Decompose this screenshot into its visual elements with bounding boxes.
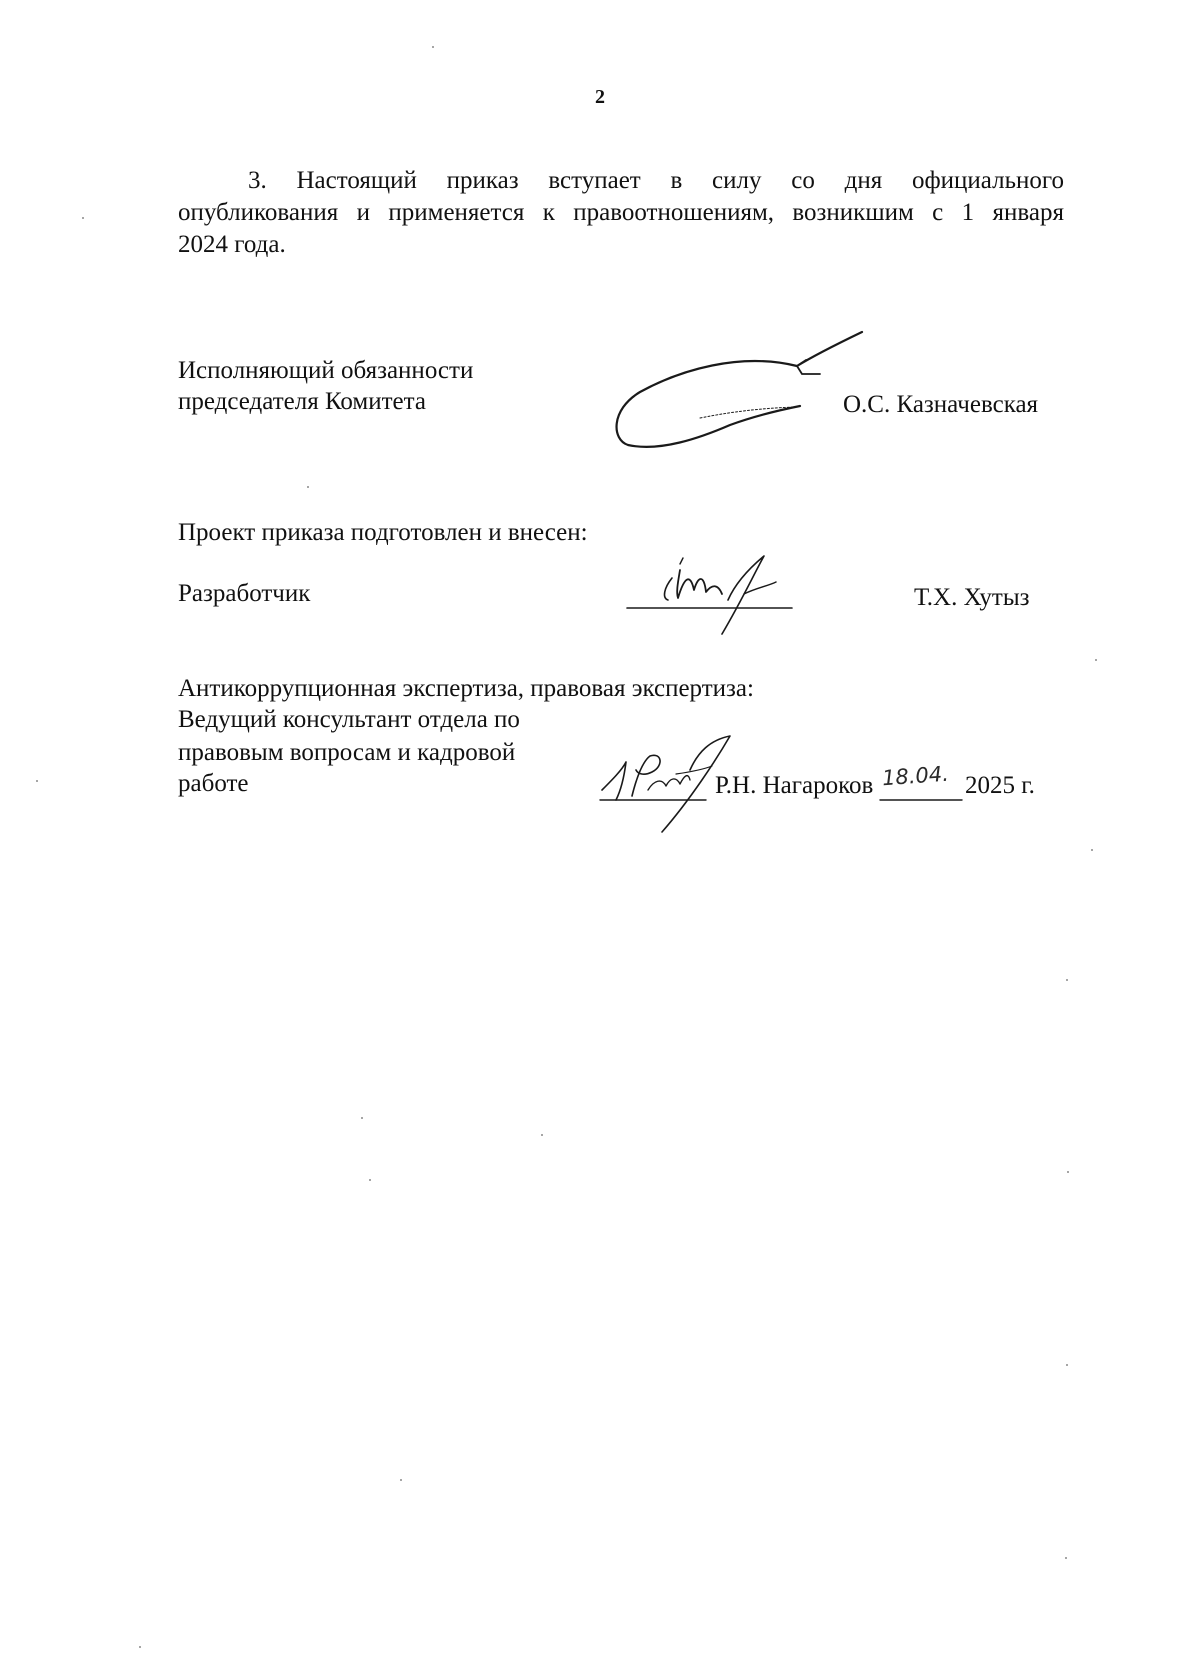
scan-specks [36, 46, 1097, 1648]
developer-name: Т.Х. Хутыз [914, 584, 1030, 611]
expertise-position-line: правовым вопросам и кадровой [178, 739, 516, 766]
handwritten-date: 18.04. [881, 761, 950, 791]
signatory-position-line: Исполняющий обязанности [178, 357, 474, 384]
signature-khutyz [627, 556, 792, 634]
paragraph-line: опубликования и применяется к правоотношениям, возникшим с 1 января [178, 199, 1064, 226]
developer-role: Разработчик [178, 580, 311, 607]
expertise-name: Р.Н. Нагароков [715, 772, 874, 799]
page-number: 2 [595, 86, 605, 108]
expertise-heading: Антикоррупционная экспертиза, правовая экспертиза: [178, 675, 754, 702]
expertise-position-line: работе [178, 770, 249, 797]
expertise-position-line: Ведущий консультант отдела по [178, 706, 520, 733]
paragraph-line: 2024 года. [178, 231, 286, 258]
signatory-name: О.С. Казначевская [843, 391, 1039, 418]
prepared-heading: Проект приказа подготовлен и внесен: [178, 519, 588, 546]
signatory-position-line: председателя Комитета [178, 388, 426, 415]
paragraph-effective-date [178, 165, 1064, 261]
paragraph-line: 3. Настоящий приказ вступает в силу со дня официального [248, 167, 1064, 194]
expertise-year: 2025 г. [965, 772, 1035, 799]
signature-kaznachevskaya [617, 332, 862, 447]
